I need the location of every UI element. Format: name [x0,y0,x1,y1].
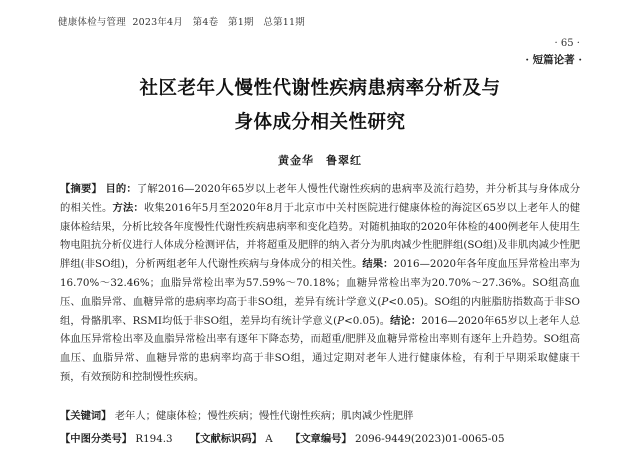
p-value-symbol-1: P [381,295,389,308]
results-label: 结果： [362,258,394,271]
keywords-text: 老年人；健康体检；慢性疾病；慢性代谢性疾病；肌肉减少性肥胖 [114,410,414,422]
p-value-symbol-2: P [337,314,345,327]
authors: 黄金华 鲁翠红 [278,154,362,167]
page-number: · 65 · [554,38,580,49]
column-label: · 短篇论著 · [525,54,582,66]
results-text-a: 2016—2020年各年度血压异常检出率为16.70%～32.46%；血脂异常检出率为57.59%～70.18%；血糖异常检出率为20.70%～27.36%。SO组高血压、血脂异常、血糖异常的患病率均高于非SO组，差异有统计学意义( [60,258,581,308]
objective-label: 目的： [105,183,137,195]
doc-code-value: A [265,433,273,445]
issue-info: 2023年4月 第4卷 第1期 总第11期 [132,17,305,28]
results-text-b: <0.05)。SO组的内脏脂肪指数高于非SO组，骨骼肌率、RSMI均低于非SO组，差异均有统计学意义( [60,295,580,327]
methods-label: 方法： [112,201,144,214]
running-header [58,14,305,28]
results-text-c: <0.05)。 [344,314,391,327]
keywords-label: 【关键词】 [60,410,112,422]
objective-text: 了解2016—2020年65岁以上老年人慢性代谢性疾病的患病率及流行趋势，并分析其与身体成分的相关性。 [60,183,581,214]
methods-text: 收集2016年5月至2020年8月于北京市中关村医院进行健康体检的海淀区65岁以上老年人的健康体检结果，分析比较各年度慢性代谢性疾病患病率和变化趋势。对随机抽取的2020年体检的400例老年人使用生物电阻抗分析仪进行人体成分检测评估，并将超重及肥胖的纳入者分为肌肉减少性肥胖组(SO组)及非肌肉减少性肥胖组(非SO组)，分析两组老年人代谢性疾病与身体成分的相关性。 [60,201,581,271]
conclusion-text: 2016—2020年65岁以上老年人总体血压异常检出率及血脂异常检出率有逐年下降态势，而超重/肥胖及血糖异常检出率则有逐年上升趋势。SO组高血压、血脂异常、血糖异常的患病率均高于非SO组，通过定期对老年人进行健康体检，有利于早期采取健康干预，有效预防和控制慢性疾病。 [60,314,581,383]
clc-value: R194.3 [135,433,173,445]
clc-label: 【中图分类号】 [60,433,133,445]
title-line-2: 身体成分相关性研究 [234,112,406,133]
title-line-1: 社区老年人慢性代谢性疾病患病率分析及与 [139,78,501,99]
article-number-label: 【文章编号】 [289,433,352,445]
keywords [60,407,580,422]
journal-name: 健康体检与管理 [58,17,126,28]
abstract [60,180,580,387]
classification-line [60,430,580,445]
article-number-value: 2096-9449(2023)01-0065-05 [355,433,505,445]
conclusion-label: 结论： [390,314,422,327]
abstract-label: 【摘要】 [60,183,102,195]
doc-code-label: 【文献标识码】 [189,433,262,445]
